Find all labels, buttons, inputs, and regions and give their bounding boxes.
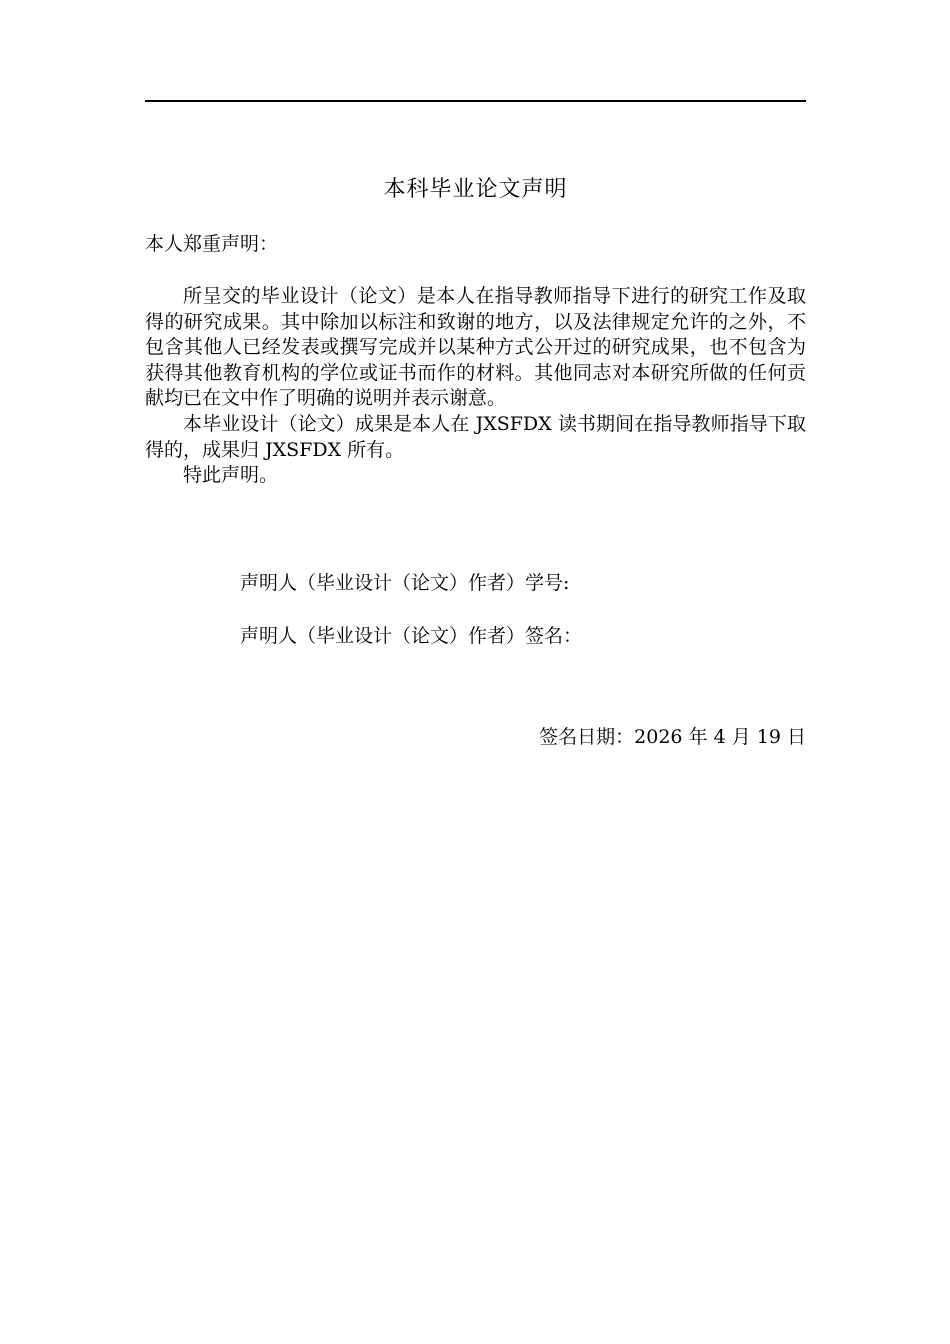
declaration-body <box>145 284 806 489</box>
signature-label: 声明人（毕业设计（论文）作者）签名： <box>240 625 583 647</box>
document-title: 本科毕业论文声明 <box>383 176 568 202</box>
declaration-paragraph-ownership: 本毕业设计（论文）成果是本人在 JXSFDX 读书期间在指导教师指导下取得的，成果归 JXSFDX 所有。 <box>145 412 806 461</box>
declaration-paragraph-originality: 所呈交的毕业设计（论文）是本人在指导教师指导下进行的研究工作及取得的研究成果。其中除加以标注和致谢的地方，以及法律规定允许的之外，不包含其他人已经发表或撰写完成并以某种方式公开过的研究成果，也不包含为获得其他教育机构的学位或证书而作的材料。其他同志对本研究所做的任何贡献均已在文中作了明确的说明并表示谢意。 <box>145 285 806 410</box>
signature-date: 签名日期：2026 年 4 月 19 日 <box>539 726 806 748</box>
declaration-intro: 本人郑重声明： <box>145 233 279 255</box>
declaration-paragraph-closing: 特此声明。 <box>183 464 279 487</box>
student-id-label: 声明人（毕业设计（论文）作者）学号: <box>240 572 570 594</box>
header-rule <box>145 100 806 102</box>
